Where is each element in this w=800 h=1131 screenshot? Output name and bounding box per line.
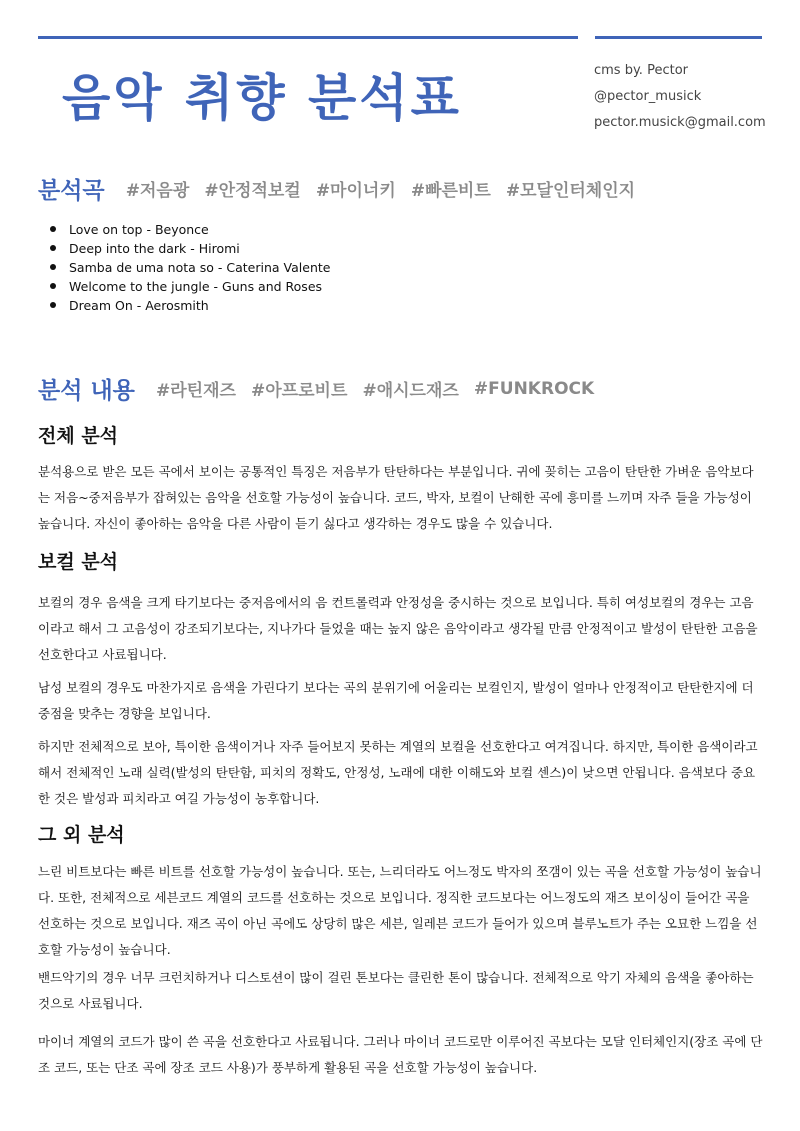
song-title: Deep into the dark - Hiromi — [69, 241, 240, 256]
other-analysis-paragraph: 마이너 계열의 코드가 많이 쓴 곡을 선호한다고 사료됩니다. 그러나 마이너 코드로만 이루어진 곡보다는 모달 인터체인지(장조 곡에 단조 코드, 또는 단조 곡에 장조 코드 사용)가 풍부하게 활용된 곡을 선호할 가능성이 높습니다. — [38, 1034, 763, 1075]
song-title: Welcome to the jungle - Guns and Roses — [69, 279, 323, 294]
analysis-tag: #아프로비트 — [251, 381, 348, 401]
song-title: Samba de uma nota so - Caterina Valente — [69, 260, 331, 275]
bullet-icon — [50, 226, 56, 232]
vocal-analysis-paragraph: 남성 보컬의 경우도 마찬가지로 음색을 가린다기 보다는 곡의 분위기에 어울리는 보컬인지, 발성이 얼마나 안정적이고 탄탄한지에 더 중점을 맞추는 경향을 보입니다. — [38, 680, 754, 721]
analysis-section-header — [38, 372, 778, 405]
song-title: Love on top - Beyonce — [69, 222, 209, 237]
songs-tag: #모달인터체인지 — [505, 181, 636, 201]
bullet-icon — [50, 283, 56, 289]
analysis-tag: #라틴재즈 — [155, 381, 236, 401]
bullet-icon — [50, 302, 56, 308]
analysis-tag: #FUNKROCK — [473, 378, 595, 399]
song-list-item — [50, 220, 330, 239]
vocal-analysis-paragraph: 보컬의 경우 음색을 크게 타기보다는 중저음에서의 음 컨트롤력과 안정성을 중시하는 것으로 보입니다. 특히 여성보컬의 경우는 고음이라고 해서 그 고음성이 강조되기보다는, 지나가다 들었을 때는 높지 않은 음악이라고 생각될 만큼 안정적이고 발성이 탄탄한 고음을 선호한다고 사료됩니다. — [38, 595, 758, 662]
contact-block — [594, 58, 794, 136]
songs-section-title: 분석곡 — [38, 178, 105, 204]
songs-tag: #안정적보컬 — [204, 181, 301, 201]
songs-section-header — [38, 172, 778, 205]
contact-handle: @pector_musick — [594, 89, 702, 104]
song-list — [50, 220, 330, 315]
song-list-item — [50, 277, 330, 296]
page-title: 음악 취향 분석표 — [62, 69, 462, 127]
header-rule-left — [38, 36, 578, 39]
other-analysis-paragraph: 느린 비트보다는 빠른 비트를 선호할 가능성이 높습니다. 또는, 느리더라도 어느정도 박자의 쪼갬이 있는 곡을 선호할 가능성이 높습니다. 또한, 전체적으로 세븐코드 계열의 코드를 선호하는 것으로 보입니다. 정직한 코드보다는 어느정도의 재즈 보이싱이 들어간 곡을 선호하는 것으로 보입니다. 재즈 곡이 아닌 곡에도 상당히 많은 세븐, 일레븐 코드가 들어가 있으며 블루노트가 주는 오묘한 느낌을 선호할 가능성이 높습니다. — [38, 864, 762, 957]
song-title: Dream On - Aerosmith — [69, 298, 209, 313]
vocal-analysis-heading: 보컬 분석 — [38, 551, 119, 573]
contact-cms: cms by. Pector — [594, 63, 688, 78]
other-analysis-heading: 그 외 분석 — [38, 824, 125, 846]
songs-tag: #저음광 — [125, 181, 190, 201]
bullet-icon — [50, 245, 56, 251]
other-analysis-paragraph: 밴드악기의 경우 너무 크런치하거나 디스토션이 많이 걸린 톤보다는 클린한 톤이 많습니다. 전체적으로 악기 자체의 음색을 좋아하는 것으로 사료됩니다. — [38, 970, 754, 1011]
bullet-icon — [50, 264, 56, 270]
contact-email: pector.musick@gmail.com — [594, 115, 766, 130]
overall-analysis-heading: 전체 분석 — [38, 425, 119, 447]
song-list-item — [50, 258, 330, 277]
vocal-analysis-paragraph: 하지만 전체적으로 보아, 특이한 음색이거나 자주 들어보지 못하는 계열의 보컬을 선호한다고 여겨집니다. 하지만, 특이한 음색이라고 해서 전체적인 노래 실력(발성의 탄탄함, 피치의 정확도, 안정성, 노래에 대한 이해도와 보컬 센스)이 낮으면 안됩니다. 음색보다 중요한 것은 발성과 피치라고 여길 가능성이 농후합니다. — [38, 739, 758, 806]
song-list-item — [50, 239, 330, 258]
song-list-item — [50, 296, 330, 315]
songs-tag: #마이너키 — [315, 181, 396, 201]
header-rule-right — [595, 36, 762, 39]
songs-tag: #빠른비트 — [410, 181, 491, 201]
analysis-section-title: 분석 내용 — [38, 378, 135, 404]
overall-analysis-paragraph: 분석용으로 받은 모든 곡에서 보이는 공통적인 특징은 저음부가 탄탄하다는 부분입니다. 귀에 꽂히는 고음이 탄탄한 가벼운 음악보다는 저음~중저음부가 잡혀있는 음악을 선호할 가능성이 높습니다. 코드, 박자, 보컬이 난해한 곡에 흥미를 느끼며 자주 들을 가능성이 높습니다. 자신이 좋아하는 음악을 다른 사람이 듣기 싫다고 생각하는 경우도 많을 수 있습니다. — [38, 464, 754, 531]
analysis-tag: #애시드재즈 — [362, 381, 459, 401]
